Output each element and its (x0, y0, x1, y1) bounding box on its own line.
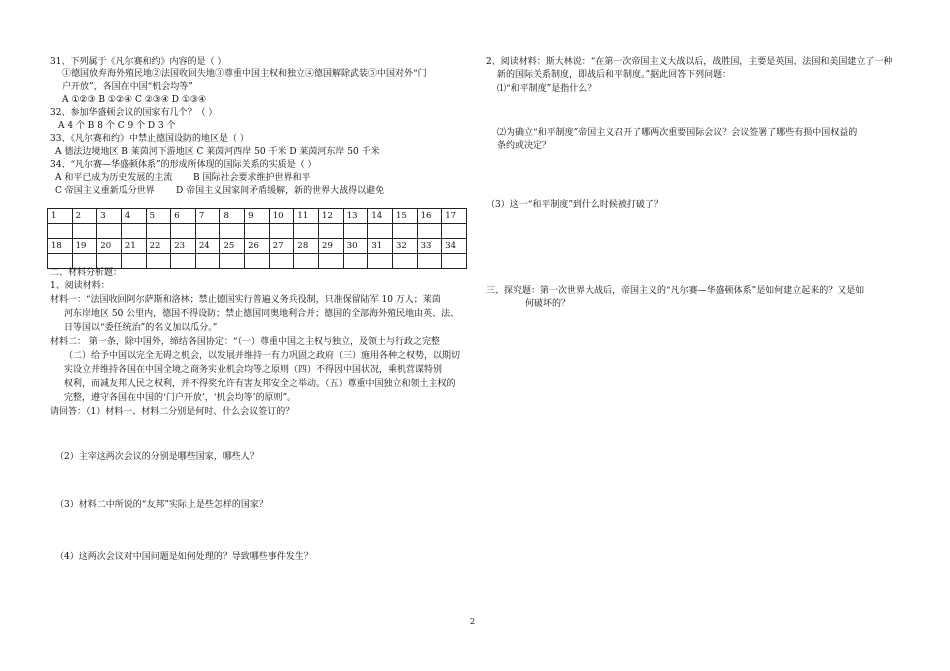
material2-line1: 材料二： 第一条，除中国外，缔结各国协定：“（一）尊重中国之主权与独立，及领土与行政之完整 (50, 337, 440, 347)
section3-line1: 三、探究题：第一次世界大战后，帝国主义的“凡尔赛—华盛顿体系”是如何建立起来的？又是如 (486, 286, 865, 296)
grid-cell: 20 (97, 239, 122, 254)
question-ask-1: 请回答：（1）材料一、材料二分别是何时、什么会议签订的？ (50, 407, 295, 417)
q33-stem: 33、《凡尔赛和约》中禁止德国设防的地区是（ ） (50, 134, 249, 144)
grid-cell: 6 (171, 209, 196, 224)
answer-cell[interactable] (146, 224, 171, 239)
q32-choices: A 4 个 B 8 个 C 9 个 D 3 个 (58, 121, 176, 131)
grid-cell: 30 (343, 239, 368, 254)
answer-grid-number-row-1 (48, 209, 467, 224)
answer-cell[interactable] (245, 224, 270, 239)
material2-line3: 实设立并维持各国在中国全境之商务实业机会均等之原则（四）不得因中国状况，乘机营谋特别 (64, 365, 443, 375)
grid-cell: 13 (343, 209, 368, 224)
answer-cell[interactable] (72, 254, 97, 269)
material1-line2: 河东岸地区 50 公里内，德国不得设防；禁止德国同奥地利合并；德国的全部海外殖民地由英、法、 (64, 309, 460, 319)
q34-choice-b: B 国际社会要求维护世界和平 (193, 173, 311, 183)
grid-cell: 34 (442, 239, 467, 254)
grid-cell: 14 (368, 209, 393, 224)
item2-line2: 新的国际关系制度，即战后和平制度。”据此回答下列问题： (497, 70, 732, 80)
grid-cell: 18 (48, 239, 73, 254)
item2-line1: 2、阅读材料：斯大林说：“在第一次帝国主义大战以后，战胜国，主要是英国、法国和美国建立了一种 (486, 57, 893, 67)
page-number: 2 (470, 617, 476, 626)
right-question-3: （3）这一“和平制度”到什么时候被打破了？ (486, 200, 663, 210)
grid-cell: 33 (417, 239, 442, 254)
grid-cell: 11 (294, 209, 319, 224)
q31-choices: A ①②③ B ①②④ C ②③④ D ①③④ (62, 95, 207, 105)
grid-cell: 24 (195, 239, 220, 254)
answer-cell[interactable] (146, 254, 171, 269)
section3-line2: 何破坏的？ (525, 299, 571, 309)
grid-cell: 15 (392, 209, 417, 224)
grid-cell: 12 (319, 209, 344, 224)
answer-cell[interactable] (294, 254, 319, 269)
section2-title: 二、材料分析题： (50, 268, 123, 278)
right-question-2-line2: 条约或决定？ (497, 141, 552, 151)
grid-cell: 1 (48, 209, 73, 224)
material2-line5: 完整，遵守各国在中国的‘门户开放’，‘机会均等’的原则”。 (64, 393, 297, 403)
q34-choice-c: C 帝国主义重新瓜分世界 (55, 186, 155, 196)
answer-cell[interactable] (294, 224, 319, 239)
answer-cell[interactable] (171, 224, 196, 239)
grid-cell: 10 (269, 209, 294, 224)
grid-cell: 23 (171, 239, 196, 254)
answer-cell[interactable] (195, 224, 220, 239)
question-2: （2）主宰这两次会议的分别是哪些国家，哪些人？ (55, 452, 259, 462)
grid-cell: 27 (269, 239, 294, 254)
grid-cell: 32 (392, 239, 417, 254)
answer-cell[interactable] (72, 224, 97, 239)
answer-cell[interactable] (48, 254, 73, 269)
grid-cell: 31 (368, 239, 393, 254)
material2-line2: （二）给予中国以完全无碍之机会，以发展并维持一有力巩固之政府（三）施用各种之权势，以期切 (64, 351, 461, 361)
grid-cell: 3 (97, 209, 122, 224)
answer-cell[interactable] (319, 224, 344, 239)
material1-line3: 日等国以“委任统治”的名义加以瓜分。” (64, 323, 218, 333)
q31-stem: 31、下列属于《凡尔赛和约》内容的是（ ） (50, 57, 227, 67)
q31-options-line1: ①德国放弃海外殖民地②法国收回失地③尊重中国主权和独立④德国解除武装⑤中国对外“门 (62, 69, 427, 79)
answer-grid-number-row-2 (48, 239, 467, 254)
material1-line1: 材料一：“法国收回阿尔萨斯和洛林；禁止德国实行普遍义务兵役制，只准保留陆军 10 万人；莱茵 (50, 295, 441, 305)
grid-cell: 2 (72, 209, 97, 224)
answer-cell[interactable] (97, 254, 122, 269)
grid-cell: 7 (195, 209, 220, 224)
answer-cell[interactable] (269, 224, 294, 239)
answer-cell[interactable] (121, 254, 146, 269)
right-question-2-line1: ⑵为确立“和平制度”帝国主义召开了哪两次重要国际会议？会议签署了哪些有损中国权益的 (497, 128, 858, 138)
answer-cell[interactable] (343, 224, 368, 239)
answer-cell[interactable] (368, 254, 393, 269)
answer-cell[interactable] (245, 254, 270, 269)
answer-cell[interactable] (171, 254, 196, 269)
q34-choice-a: A 和平已成为历史发展的主流 (55, 173, 173, 183)
answer-cell[interactable] (343, 254, 368, 269)
answer-cell[interactable] (48, 224, 73, 239)
answer-cell[interactable] (121, 224, 146, 239)
grid-cell: 17 (442, 209, 467, 224)
answer-cell[interactable] (195, 254, 220, 269)
answer-cell[interactable] (417, 224, 442, 239)
grid-cell: 28 (294, 239, 319, 254)
grid-cell: 19 (72, 239, 97, 254)
q33-choices: A 德法边境地区 B 莱茵河下游地区 C 莱茵河西岸 50 千米 D 莱茵河东岸 50 千米 (55, 147, 380, 157)
grid-cell: 29 (319, 239, 344, 254)
grid-cell: 21 (121, 239, 146, 254)
answer-cell[interactable] (220, 224, 245, 239)
answer-grid (47, 208, 467, 269)
grid-cell: 26 (245, 239, 270, 254)
grid-cell: 8 (220, 209, 245, 224)
answer-cell[interactable] (392, 254, 417, 269)
section2-sub1: 1、阅读材料： (50, 281, 110, 291)
answer-cell[interactable] (392, 224, 417, 239)
answer-grid-blank-row-1 (48, 224, 467, 239)
grid-cell: 25 (220, 239, 245, 254)
grid-cell: 9 (245, 209, 270, 224)
answer-cell[interactable] (220, 254, 245, 269)
right-question-1: ⑴“和平制度”是指什么？ (497, 84, 597, 94)
q34-choice-d: D 帝国主义国家间矛盾缓解，新的世界大战得以避免 (176, 186, 385, 196)
answer-cell[interactable] (442, 224, 467, 239)
answer-cell[interactable] (417, 254, 442, 269)
answer-cell[interactable] (97, 224, 122, 239)
answer-cell[interactable] (368, 224, 393, 239)
q31-options-line2: 户开放”，各国在中国“机会均等” (62, 82, 193, 92)
answer-cell[interactable] (319, 254, 344, 269)
q34-stem: 34、“凡尔赛—华盛顿体系”的形成所体现的国际关系的实质是（ ） (50, 160, 317, 170)
answer-grid-blank-row-2 (48, 254, 467, 269)
grid-cell: 16 (417, 209, 442, 224)
grid-cell: 4 (121, 209, 146, 224)
grid-cell: 22 (146, 239, 171, 254)
question-4: （4）这两次会议对中国问题是如何处理的？导致哪些事件发生？ (55, 552, 313, 562)
question-3: （3）材料二中所说的“友邦”实际上是些怎样的国家？ (55, 500, 268, 510)
answer-cell[interactable] (442, 254, 467, 269)
q32-stem: 32、参加华盛顿会议的国家有几个？（ ） (50, 108, 218, 118)
answer-cell[interactable] (269, 254, 294, 269)
grid-cell: 5 (146, 209, 171, 224)
material2-line4: 权利，而减友邦人民之权利，并不得奖允许有害友邦安全之举动。（五）尊重中国独立和领土主权的 (64, 379, 456, 389)
